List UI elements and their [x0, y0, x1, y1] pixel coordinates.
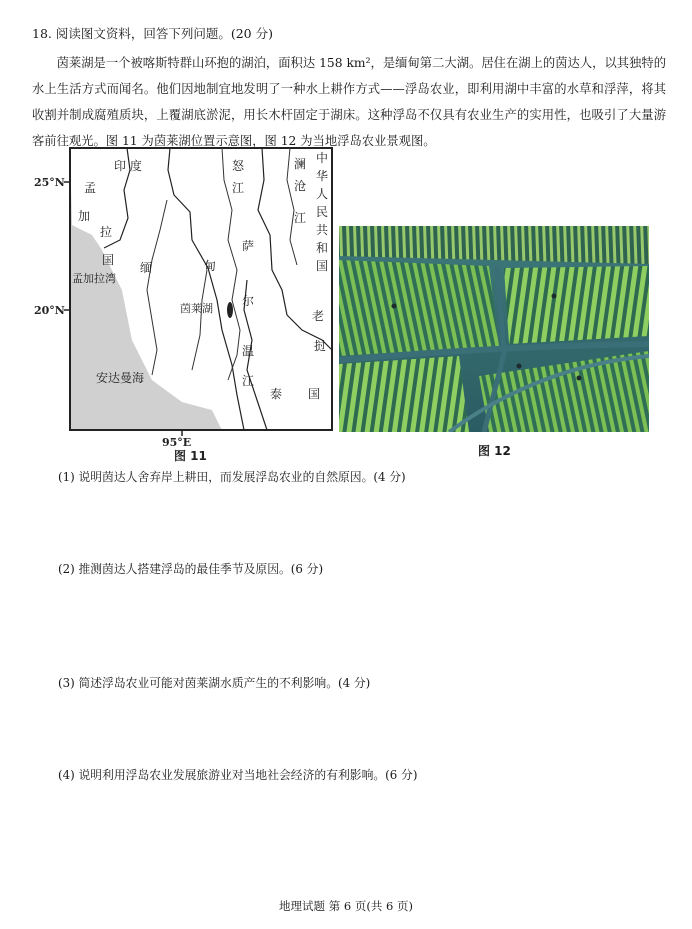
figure-12-caption: 图 12: [478, 444, 511, 458]
label-nujiang-2: 江: [232, 181, 245, 195]
label-salween-3: 温: [242, 344, 255, 358]
label-salween-1: 萨: [242, 239, 255, 253]
lat-25n: 25°N: [34, 176, 65, 189]
label-bangladesh-3: 拉: [100, 225, 113, 239]
lon-95e: 95°E: [162, 436, 192, 449]
label-lancang-1: 澜: [294, 157, 307, 171]
label-china-4: 民: [316, 205, 329, 219]
label-nujiang-1: 怒: [232, 159, 245, 173]
floating-farm-image: [339, 226, 649, 432]
question-title: 18. 阅读图文资料，回答下列问题。(20 分): [32, 26, 273, 41]
figure-11-map: [32, 140, 342, 465]
question-paragraph: 茵莱湖是一个被喀斯特群山环抱的湖泊，面积达 158 km²，是缅甸第二大湖。居住在湖上的茵达人，以其独特的水上生活方式而闻名。他们因地制宜地发明了一种水上耕作方式——浮岛农业，即利用湖中丰富的水草和浮萍，将其收割并制成腐殖质块，上覆湖底淤泥，用长木杆固定于湖床。这种浮岛不仅具有农业生产的实用性，也吸引了大量游客前往观光。图 11 为茵莱湖位置示意图，图 12 为当地浮岛农业景观图。: [32, 56, 666, 148]
label-china-5: 共: [316, 223, 329, 237]
label-china-2: 华: [316, 169, 329, 183]
border-china: [258, 148, 287, 315]
map-svg: [32, 140, 342, 465]
label-china-1: 中: [316, 151, 329, 165]
label-myanmar-2: 甸: [204, 259, 217, 273]
label-inle: 茵莱湖: [180, 302, 213, 315]
label-lancang-3: 江: [294, 211, 307, 225]
subquestion-3: (3) 简述浮岛农业可能对茵莱湖水质产生的不利影响。(4 分): [58, 676, 371, 690]
subquestion-2: (2) 推测茵达人搭建浮岛的最佳季节及原因。(6 分): [58, 562, 324, 576]
label-bangladesh-2: 加: [78, 209, 91, 223]
label-china-7: 国: [316, 259, 329, 273]
figure-12-photo: [339, 226, 649, 432]
label-india: 印 度: [114, 159, 142, 173]
label-myanmar-1: 缅: [140, 261, 153, 275]
label-bangladesh-1: 孟: [84, 181, 97, 195]
inle-lake-marker: [227, 302, 233, 318]
label-lancang-2: 沧: [294, 179, 307, 193]
subquestion-1: (1) 说明茵达人舍弃岸上耕田，而发展浮岛农业的自然原因。(4 分): [58, 470, 406, 484]
label-salween-2: 尔: [242, 294, 255, 308]
label-bangladesh-4: 国: [102, 253, 115, 267]
lat-20n: 20°N: [34, 304, 65, 317]
label-bay: 孟加拉湾: [72, 272, 116, 285]
figure-11-caption: 图 11: [174, 449, 207, 463]
label-salween-4: 江: [242, 374, 255, 388]
label-laos-1: 老: [312, 309, 325, 323]
label-china-6: 和: [316, 241, 329, 255]
label-thailand-2: 国: [308, 387, 321, 401]
label-andaman: 安达曼海: [96, 371, 145, 385]
subquestion-4: (4) 说明利用浮岛农业发展旅游业对当地社会经济的有利影响。(6 分): [58, 768, 418, 782]
label-laos-2: 挝: [314, 339, 327, 353]
label-china-3: 人: [316, 187, 329, 201]
page-footer: 地理试题 第 6 页(共 6 页): [279, 899, 413, 913]
label-thailand-1: 泰: [270, 387, 283, 401]
